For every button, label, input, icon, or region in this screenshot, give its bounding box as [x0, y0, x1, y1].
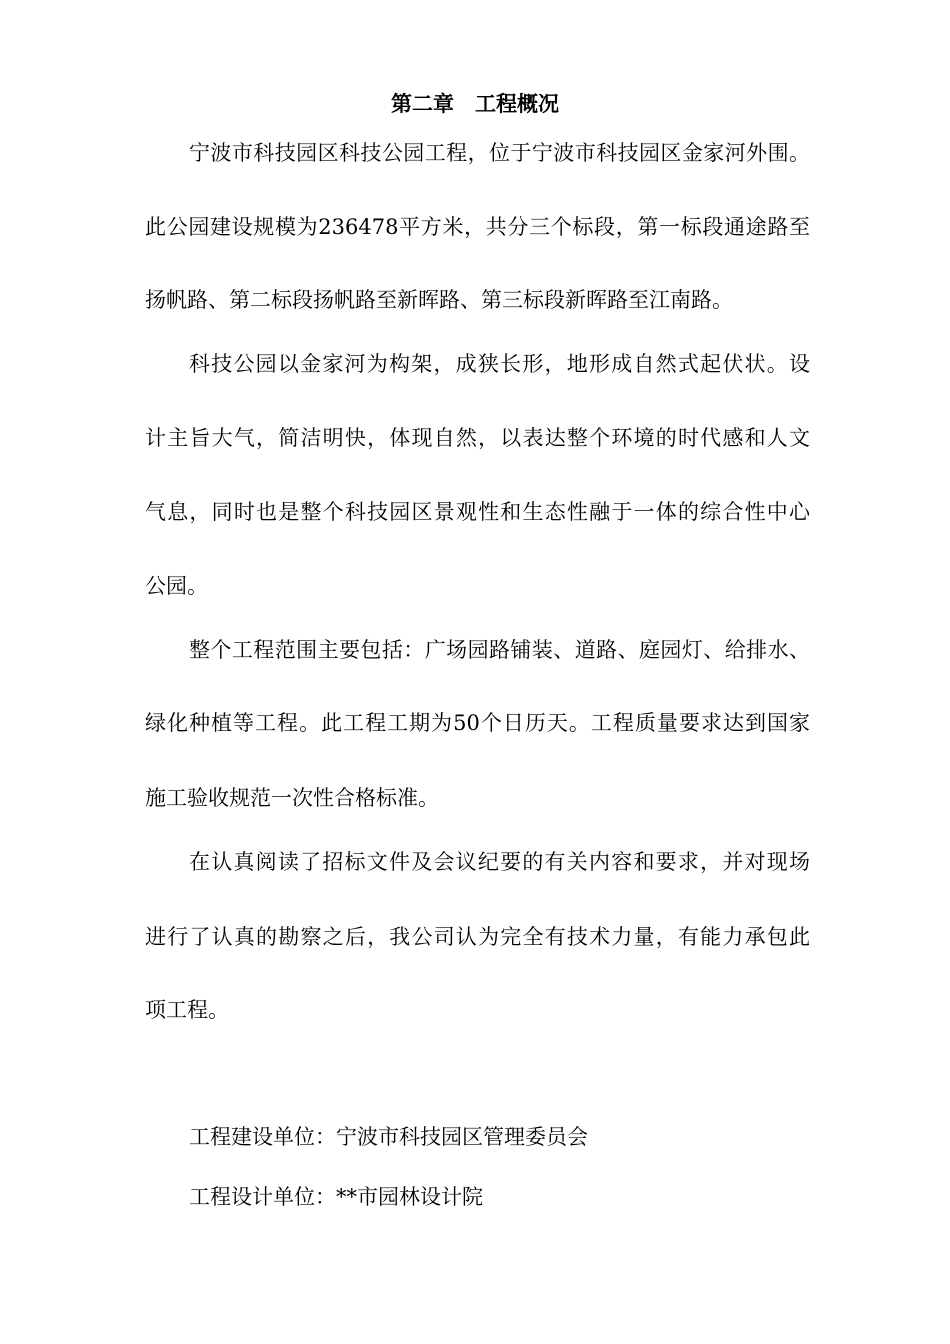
paragraph-3-line-1: 整个工程范围主要包括：广场园路铺装、道路、庭园灯、给排水、: [189, 638, 810, 662]
chapter-title: 第二章 工程概况: [391, 92, 559, 116]
paragraph-3-line-2: 绿化种植等工程。此工程工期为50个日历天。工程质量要求达到国家: [145, 711, 810, 735]
paragraph-3-line-3: 施工验收规范一次性合格标准。: [145, 786, 439, 810]
paragraph-4-line-3: 项工程。: [145, 998, 229, 1022]
paragraph-4-line-2: 进行了认真的勘察之后，我公司认为完全有技术力量，有能力承包此: [145, 925, 810, 949]
paragraph-1-line-2: 此公园建设规模为236478平方米，共分三个标段，第一标段通途路至: [145, 215, 810, 239]
paragraph-2-line-2: 计主旨大气，简洁明快，体现自然，以表达整个环境的时代感和人文: [145, 426, 810, 450]
paragraph-1-line-3: 扬帆路、第二标段扬帆路至新晖路、第三标段新晖路至江南路。: [145, 288, 733, 312]
builder-unit: 工程建设单位：宁波市科技园区管理委员会: [189, 1125, 588, 1149]
designer-unit: 工程设计单位：**市园林设计院: [189, 1185, 483, 1209]
paragraph-2-line-1: 科技公园以金家河为构架，成狭长形，地形成自然式起伏状。设: [189, 352, 810, 376]
paragraph-2-line-3: 气息，同时也是整个科技园区景观性和生态性融于一体的综合性中心: [145, 500, 810, 524]
paragraph-2-line-4: 公园。: [145, 574, 208, 598]
paragraph-4-line-1: 在认真阅读了招标文件及会议纪要的有关内容和要求，并对现场: [189, 850, 810, 874]
paragraph-1-line-1: 宁波市科技园区科技公园工程，位于宁波市科技园区金家河外围。: [189, 141, 810, 165]
